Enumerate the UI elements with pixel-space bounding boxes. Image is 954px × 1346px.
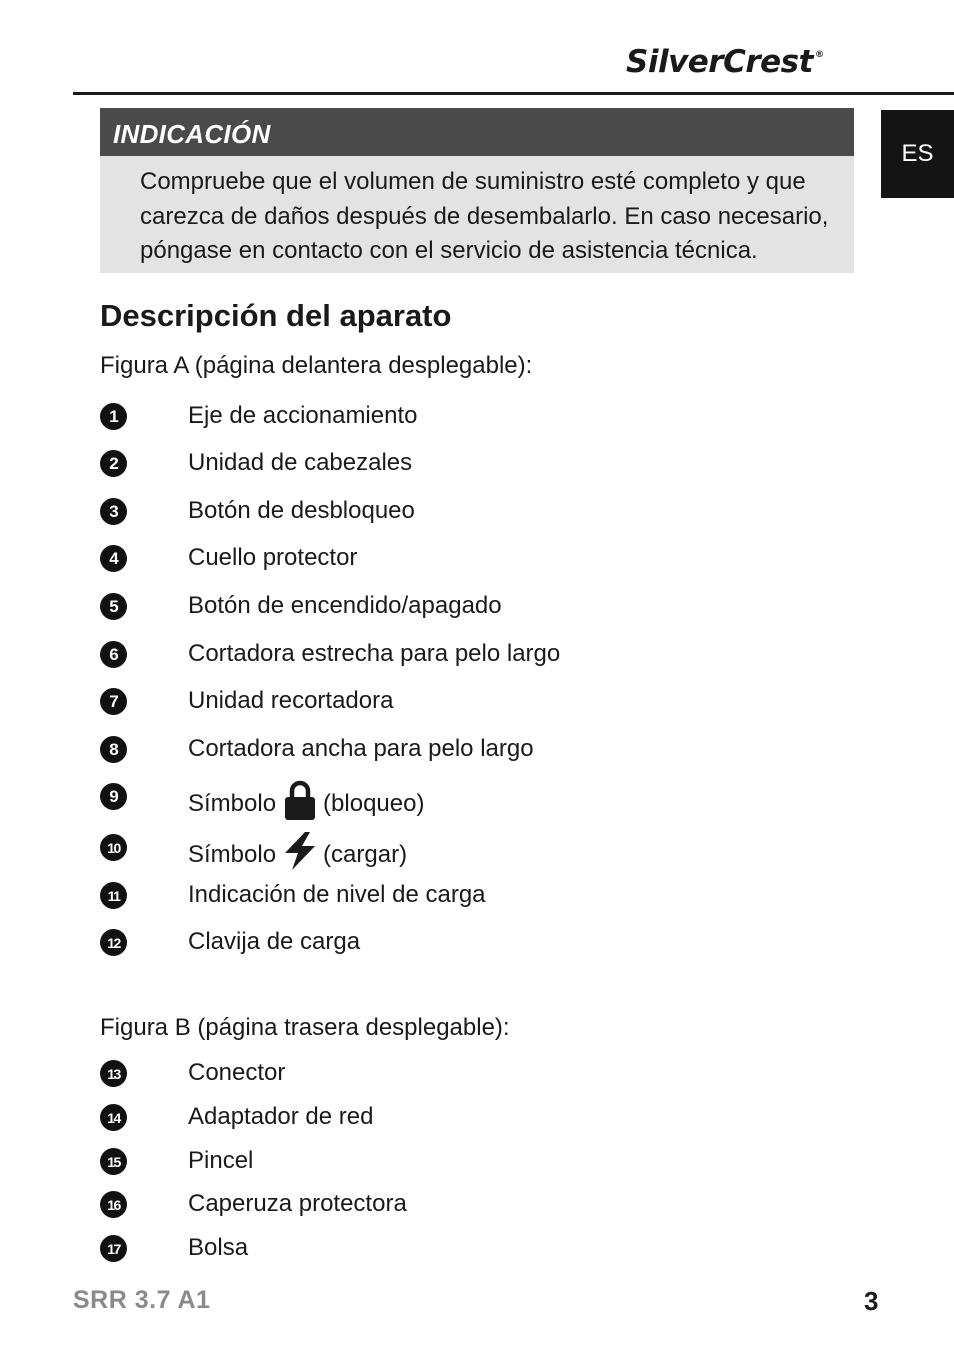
item-label: Caperuza protectora	[188, 1190, 407, 1217]
item-number: 5	[100, 593, 127, 620]
item-number: 6	[100, 641, 127, 668]
item-number: 3	[100, 498, 127, 525]
item-label: Cuello protector	[188, 544, 358, 571]
item-number: 4	[100, 545, 127, 572]
item-number: 15	[100, 1148, 127, 1175]
item-label: Adaptador de red	[188, 1103, 374, 1130]
figure-a-caption: Figura A (página delantera desplegable):	[100, 352, 533, 379]
item-label: Unidad de cabezales	[188, 449, 413, 476]
item-number: 1	[100, 403, 127, 430]
header-divider	[73, 92, 954, 95]
item-number: 2	[100, 450, 127, 477]
note-box	[100, 108, 854, 273]
figure-b-caption: Figura B (página trasera desplegable):	[100, 1014, 510, 1041]
item-label-suffix: (bloqueo)	[323, 789, 425, 817]
item-number: 7	[100, 688, 127, 715]
item-number: 10	[100, 834, 127, 861]
page-number: 3	[864, 1286, 879, 1316]
item-label: Botón de desbloqueo	[188, 497, 415, 524]
item-label-suffix: (cargar)	[323, 840, 408, 868]
item-label-prefix: Símbolo	[188, 840, 277, 868]
item-label: Botón de encendido/apagado	[188, 592, 502, 619]
item-number: 16	[100, 1191, 127, 1218]
item-number: 12	[100, 929, 127, 956]
item-label: Clavija de carga	[188, 928, 361, 955]
item-label-prefix: Símbolo	[188, 789, 277, 817]
note-text: Compruebe que el volumen de suministro esté completo y que carezca de daños después de desembalarlo. En caso necesario, póngase en contacto con el servicio de asistencia técnica.	[140, 168, 829, 264]
item-number: 8	[100, 736, 127, 763]
registered-mark: ®	[814, 50, 824, 60]
item-label: Conector	[188, 1059, 286, 1086]
item-number: 14	[100, 1104, 127, 1131]
item-label: Bolsa	[188, 1234, 249, 1261]
item-label	[188, 831, 407, 880]
item-label: Cortadora estrecha para pelo largo	[188, 640, 561, 667]
item-label: Indicación de nivel de carga	[188, 881, 486, 908]
lock-icon	[283, 780, 317, 829]
language-tab: ES	[881, 110, 954, 198]
item-number: 11	[100, 882, 127, 909]
brand-logo	[626, 44, 823, 80]
item-label: Cortadora ancha para pelo largo	[188, 735, 534, 762]
brand-name: SilverCrest	[626, 44, 813, 80]
note-title: INDICACIÓN	[100, 108, 854, 156]
section-title: Descripción del aparato	[100, 298, 452, 333]
item-number: 17	[100, 1235, 127, 1262]
lightning-bolt-icon	[283, 831, 317, 880]
item-label: Pincel	[188, 1147, 254, 1174]
item-label	[188, 780, 424, 829]
item-number: 9	[100, 783, 127, 810]
item-label: Unidad recortadora	[188, 687, 394, 714]
footer-model: SRR 3.7 A1	[73, 1286, 211, 1314]
item-label: Eje de accionamiento	[188, 402, 418, 429]
item-number: 13	[100, 1060, 127, 1087]
